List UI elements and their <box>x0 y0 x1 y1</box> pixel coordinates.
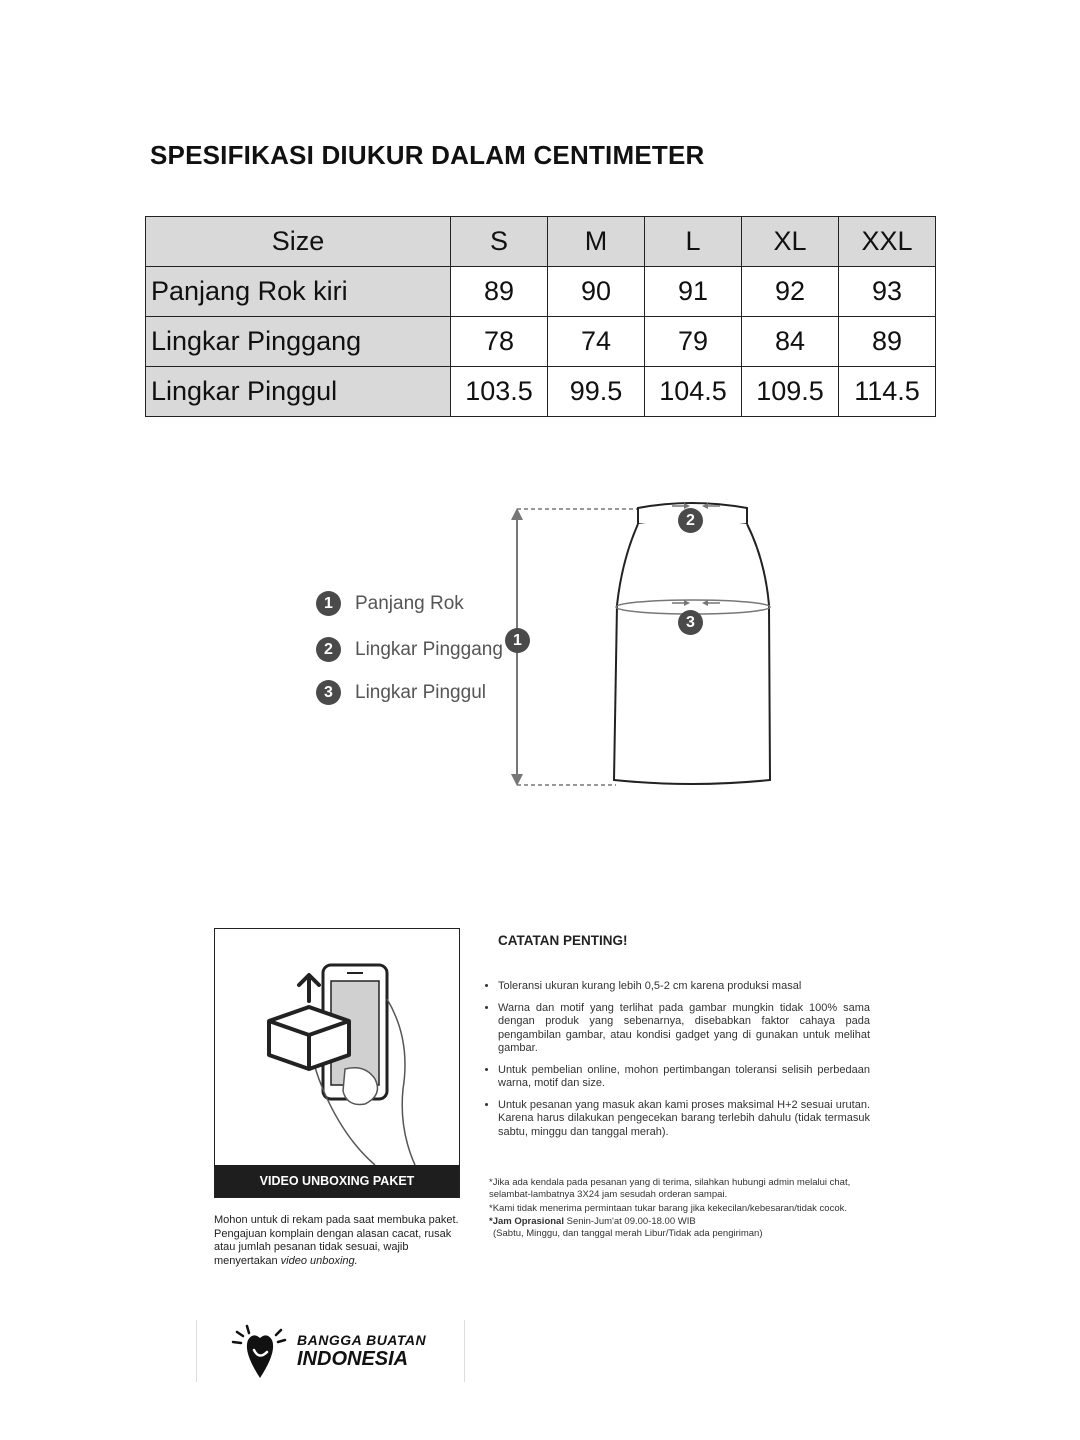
arrow-down-icon <box>511 774 523 786</box>
marker-2: 2 <box>678 508 703 533</box>
arrow-up-icon <box>511 508 523 520</box>
legend-number: 2 <box>316 637 341 662</box>
row-label: Lingkar Pinggul <box>146 367 451 417</box>
video-caption <box>214 1214 464 1268</box>
skirt-drawing <box>300 490 820 800</box>
table-cell: 104.5 <box>645 367 742 417</box>
table-cell: 84 <box>742 317 839 367</box>
legend-label: Panjang Rok <box>355 592 464 614</box>
skirt-diagram <box>300 490 820 800</box>
header-cell-size: Size <box>146 217 451 267</box>
legend-label: Lingkar Pinggul <box>355 681 486 703</box>
table-row <box>146 317 936 367</box>
header-cell-m: M <box>548 217 645 267</box>
footnote-hours-note: (Sabtu, Minggu, dan tanggal merah Libur/Tidak ada pengiriman) <box>493 1228 763 1239</box>
notes-title: CATATAN PENTING! <box>498 933 628 948</box>
badge-line2: INDONESIA <box>297 1348 409 1370</box>
size-table <box>145 216 936 417</box>
footnote-exchange: *Kami tidak menerima permintaan tukar barang jika kekecilan/kebesaran/tidak cocok. <box>489 1203 848 1214</box>
row-label: Lingkar Pinggang <box>146 317 451 367</box>
row-label: Panjang Rok kiri <box>146 267 451 317</box>
video-unboxing-label: VIDEO UNBOXING PAKET <box>215 1165 459 1197</box>
table-cell: 90 <box>548 267 645 317</box>
legend-label: Lingkar Pinggang <box>355 638 503 660</box>
skirt-body <box>614 524 770 784</box>
header-cell-l: L <box>645 217 742 267</box>
table-row <box>146 367 936 417</box>
table-cell: 89 <box>451 267 548 317</box>
table-cell: 103.5 <box>451 367 548 417</box>
marker-1: 1 <box>505 628 530 653</box>
spec-title: SPESIFIKASI DIUKUR DALAM CENTIMETER <box>150 140 705 170</box>
footnote-complaint: *Jika ada kendala pada pesanan yang di terima, silahkan hubungi admin melalui chat, selambat-lambatnya 3X24 jam sesudah orderan sampai. <box>489 1177 851 1200</box>
table-row <box>146 267 936 317</box>
table-cell: 89 <box>839 317 936 367</box>
table-cell: 99.5 <box>548 367 645 417</box>
footnote-hours <box>489 1216 879 1228</box>
badge-line1: BANGGA BUATAN <box>297 1332 427 1348</box>
video-unboxing-box <box>214 928 460 1198</box>
list-item: • Untuk pembelian online, mohon pertimbangan toleransi selisih perbedaan warna, motif dan size. <box>498 1064 870 1091</box>
list-item: • Toleransi ukuran kurang lebih 0,5-2 cm karena produksi masal <box>498 980 870 994</box>
legend-number: 3 <box>316 680 341 705</box>
marker-3: 3 <box>678 610 703 635</box>
header-cell-xl: XL <box>742 217 839 267</box>
legend-number: 1 <box>316 591 341 616</box>
table-cell: 92 <box>742 267 839 317</box>
table-cell: 78 <box>451 317 548 367</box>
table-cell: 79 <box>645 317 742 367</box>
hours-value: Senin-Jum'at 09.00-18.00 WIB <box>563 1216 696 1227</box>
phone-box-icon <box>215 929 459 1165</box>
header-cell-xxl: XXL <box>839 217 936 267</box>
table-cell: 114.5 <box>839 367 936 417</box>
notes-panel <box>192 905 922 1305</box>
table-cell: 93 <box>839 267 936 317</box>
table-cell: 109.5 <box>742 367 839 417</box>
hours-label: *Jam Oprasional <box>489 1216 564 1227</box>
video-caption-text: Mohon untuk di rekam pada saat membuka paket. Pengajuan komplain dengan alasan cacat, rusak atau jumlah pesanan tidak sesuai, wajib menyertakan <box>214 1214 459 1267</box>
header-cell-s: S <box>451 217 548 267</box>
table-cell: 74 <box>548 317 645 367</box>
notes-list <box>484 980 870 1147</box>
bangga-buatan-indonesia-badge <box>196 1320 465 1382</box>
list-item: • Untuk pesanan yang masuk akan kami proses maksimal H+2 sesuai urutan. Karena harus dilakukan pengecekan barang terlebih dahulu (tidak termasuk sabtu, minggu dan tanggal merah). <box>498 1099 870 1140</box>
video-caption-emphasis: video unboxing. <box>280 1254 358 1267</box>
table-header-row <box>146 217 936 267</box>
list-item: • Warna dan motif yang terlihat pada gambar mungkin tidak 100% sama dengan produk yang sebenarnya, disebabkan faktor cahaya pada pengambilan gambar, atau kondisi gadget yang di gunakan untuk melihat gambar. <box>498 1002 870 1056</box>
heart-logo-icon <box>223 1320 293 1382</box>
table-cell: 91 <box>645 267 742 317</box>
